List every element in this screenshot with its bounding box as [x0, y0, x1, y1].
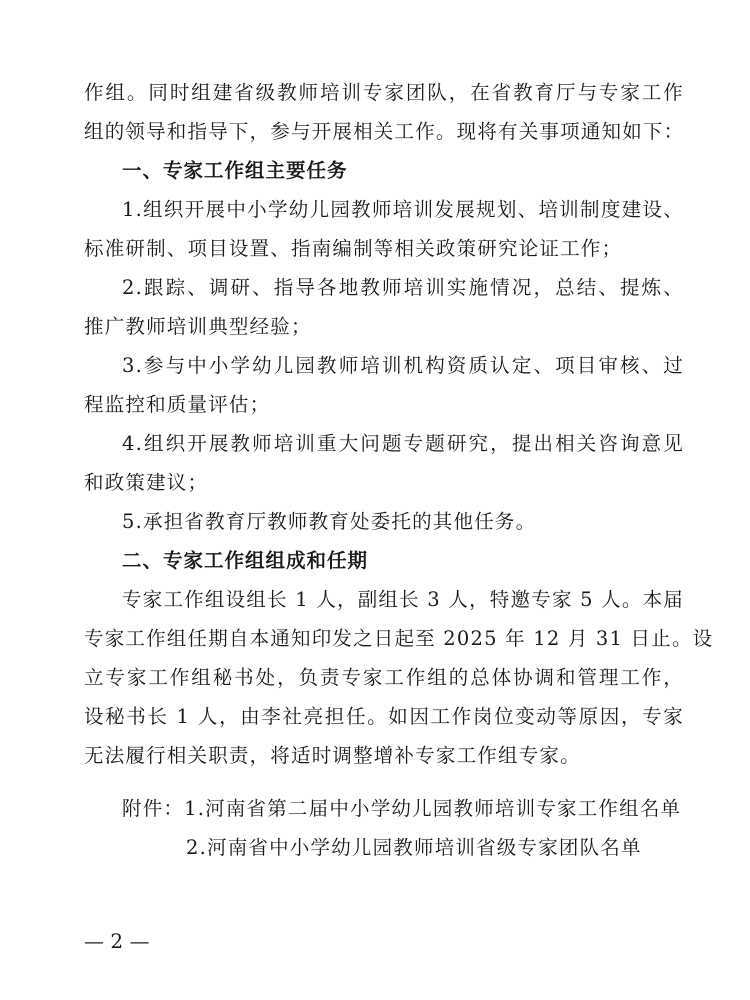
task-item-3: 3.参与中小学幼儿园教师培训机构资质认定、项目审核、过	[122, 354, 684, 377]
attachment-row-1	[122, 795, 722, 823]
task-item-1-cont: 标准研制、项目设置、指南编制等相关政策研究论证工作；	[84, 237, 623, 260]
task-item-4: 4.组织开展教师培训重大问题专题研究，提出相关咨询意见	[122, 432, 684, 455]
composition-line: 无法履行相关职责，将适时调整增补专家工作组专家。	[84, 744, 581, 767]
composition-line: 设秘书长 1 人，由李社亮担任。如因工作岗位变动等原因，专家	[84, 705, 684, 728]
section-heading-tasks: 一、专家工作组主要任务	[122, 159, 348, 182]
attachment-item-2: 2.河南省中小学幼儿园教师培训省级专家团队名单	[186, 836, 642, 859]
attachment-label: 附件：	[122, 797, 185, 820]
section-heading-composition: 二、专家工作组组成和任期	[122, 549, 369, 572]
task-item-1: 1.组织开展中小学幼儿园教师培训发展规划、培训制度建设、	[122, 198, 684, 221]
composition-line: 立专家工作组秘书处，负责专家工作组的总体协调和管理工作，	[84, 666, 684, 689]
paragraph-line: 作组。同时组建省级教师培训专家团队，在省教育厅与专家工作	[84, 81, 684, 104]
task-item-3-cont: 程监控和质量评估；	[84, 393, 271, 416]
task-item-2-cont: 推广教师培训典型经验；	[84, 315, 312, 338]
task-item-4-cont: 和政策建议；	[84, 471, 209, 494]
page-number: — 2 —	[84, 929, 150, 953]
attachment-item-1: 1.河南省第二届中小学幼儿园教师培训专家工作组名单	[184, 797, 682, 820]
task-item-5: 5.承担省教育厅教师教育处委托的其他任务。	[122, 510, 537, 533]
task-item-2: 2.跟踪、调研、指导各地教师培训实施情况，总结、提炼、	[122, 276, 684, 299]
composition-line: 专家工作组任期自本通知印发之日起至 2025 年 12 月 31 日止。设	[84, 627, 714, 650]
composition-line: 专家工作组设组长 1 人，副组长 3 人，特邀专家 5 人。本届	[122, 588, 684, 611]
paragraph-line: 组的领导和指导下，参与开展相关工作。现将有关事项通知如下：	[84, 120, 685, 143]
